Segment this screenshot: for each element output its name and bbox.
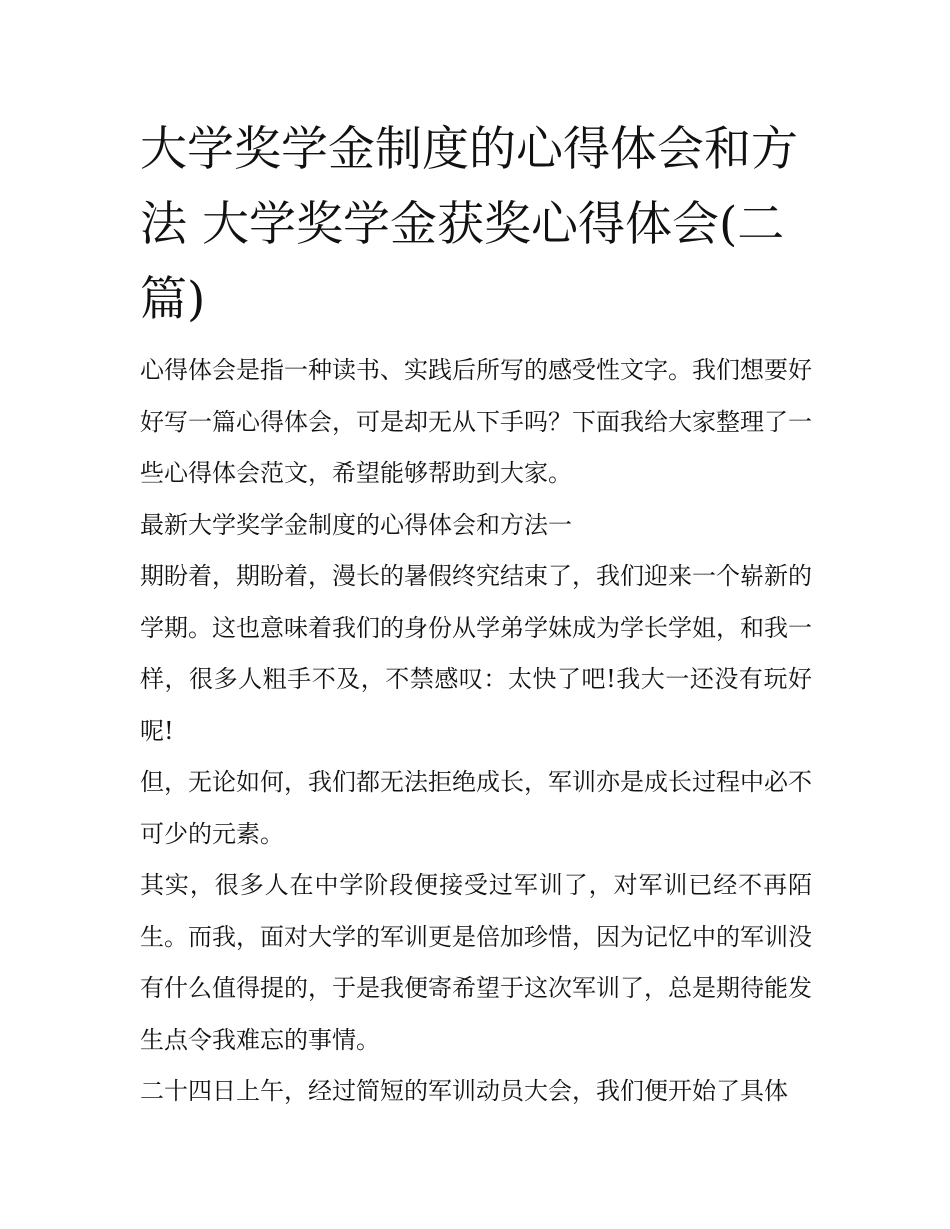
section-heading: 最新大学奖学金制度的心得体会和方法一 (140, 510, 572, 539)
body-paragraph: 期盼着，期盼着，漫长的暑假终究结束了，我们迎来一个崭新的学期。这也意味着我们的身份从学弟学妹成为学长学姐，和我一样，很多人粗手不及，不禁感叹：太快了吧!我大一还没有玩好呢! (140, 562, 812, 745)
document-title: 大学奖学金制度的心得体会和方法 大学奖学金获奖心得体会(二篇) (140, 122, 798, 327)
intro-paragraph: 心得体会是指一种读书、实践后所写的感受性文字。我们想要好好写一篇心得体会，可是却无从下手吗？下面我给大家整理了一些心得体会范文，希望能够帮助到大家。 (140, 356, 812, 487)
document-page (140, 112, 812, 1118)
body-paragraph: 其实，很多人在中学阶段便接受过军训了，对军训已经不再陌生。而我，面对大学的军训更是倍加珍惜，因为记忆中的军训没有什么值得提的，于是我便寄希望于这次军训了，总是期待能发生点令我难忘的事情。 (140, 871, 812, 1054)
body-paragraph: 二十四日上午，经过简短的军训动员大会，我们便开始了具体 (140, 1077, 788, 1105)
body-paragraph: 但，无论如何，我们都无法拒绝成长，军训亦是成长过程中必不可少的元素。 (140, 768, 812, 848)
